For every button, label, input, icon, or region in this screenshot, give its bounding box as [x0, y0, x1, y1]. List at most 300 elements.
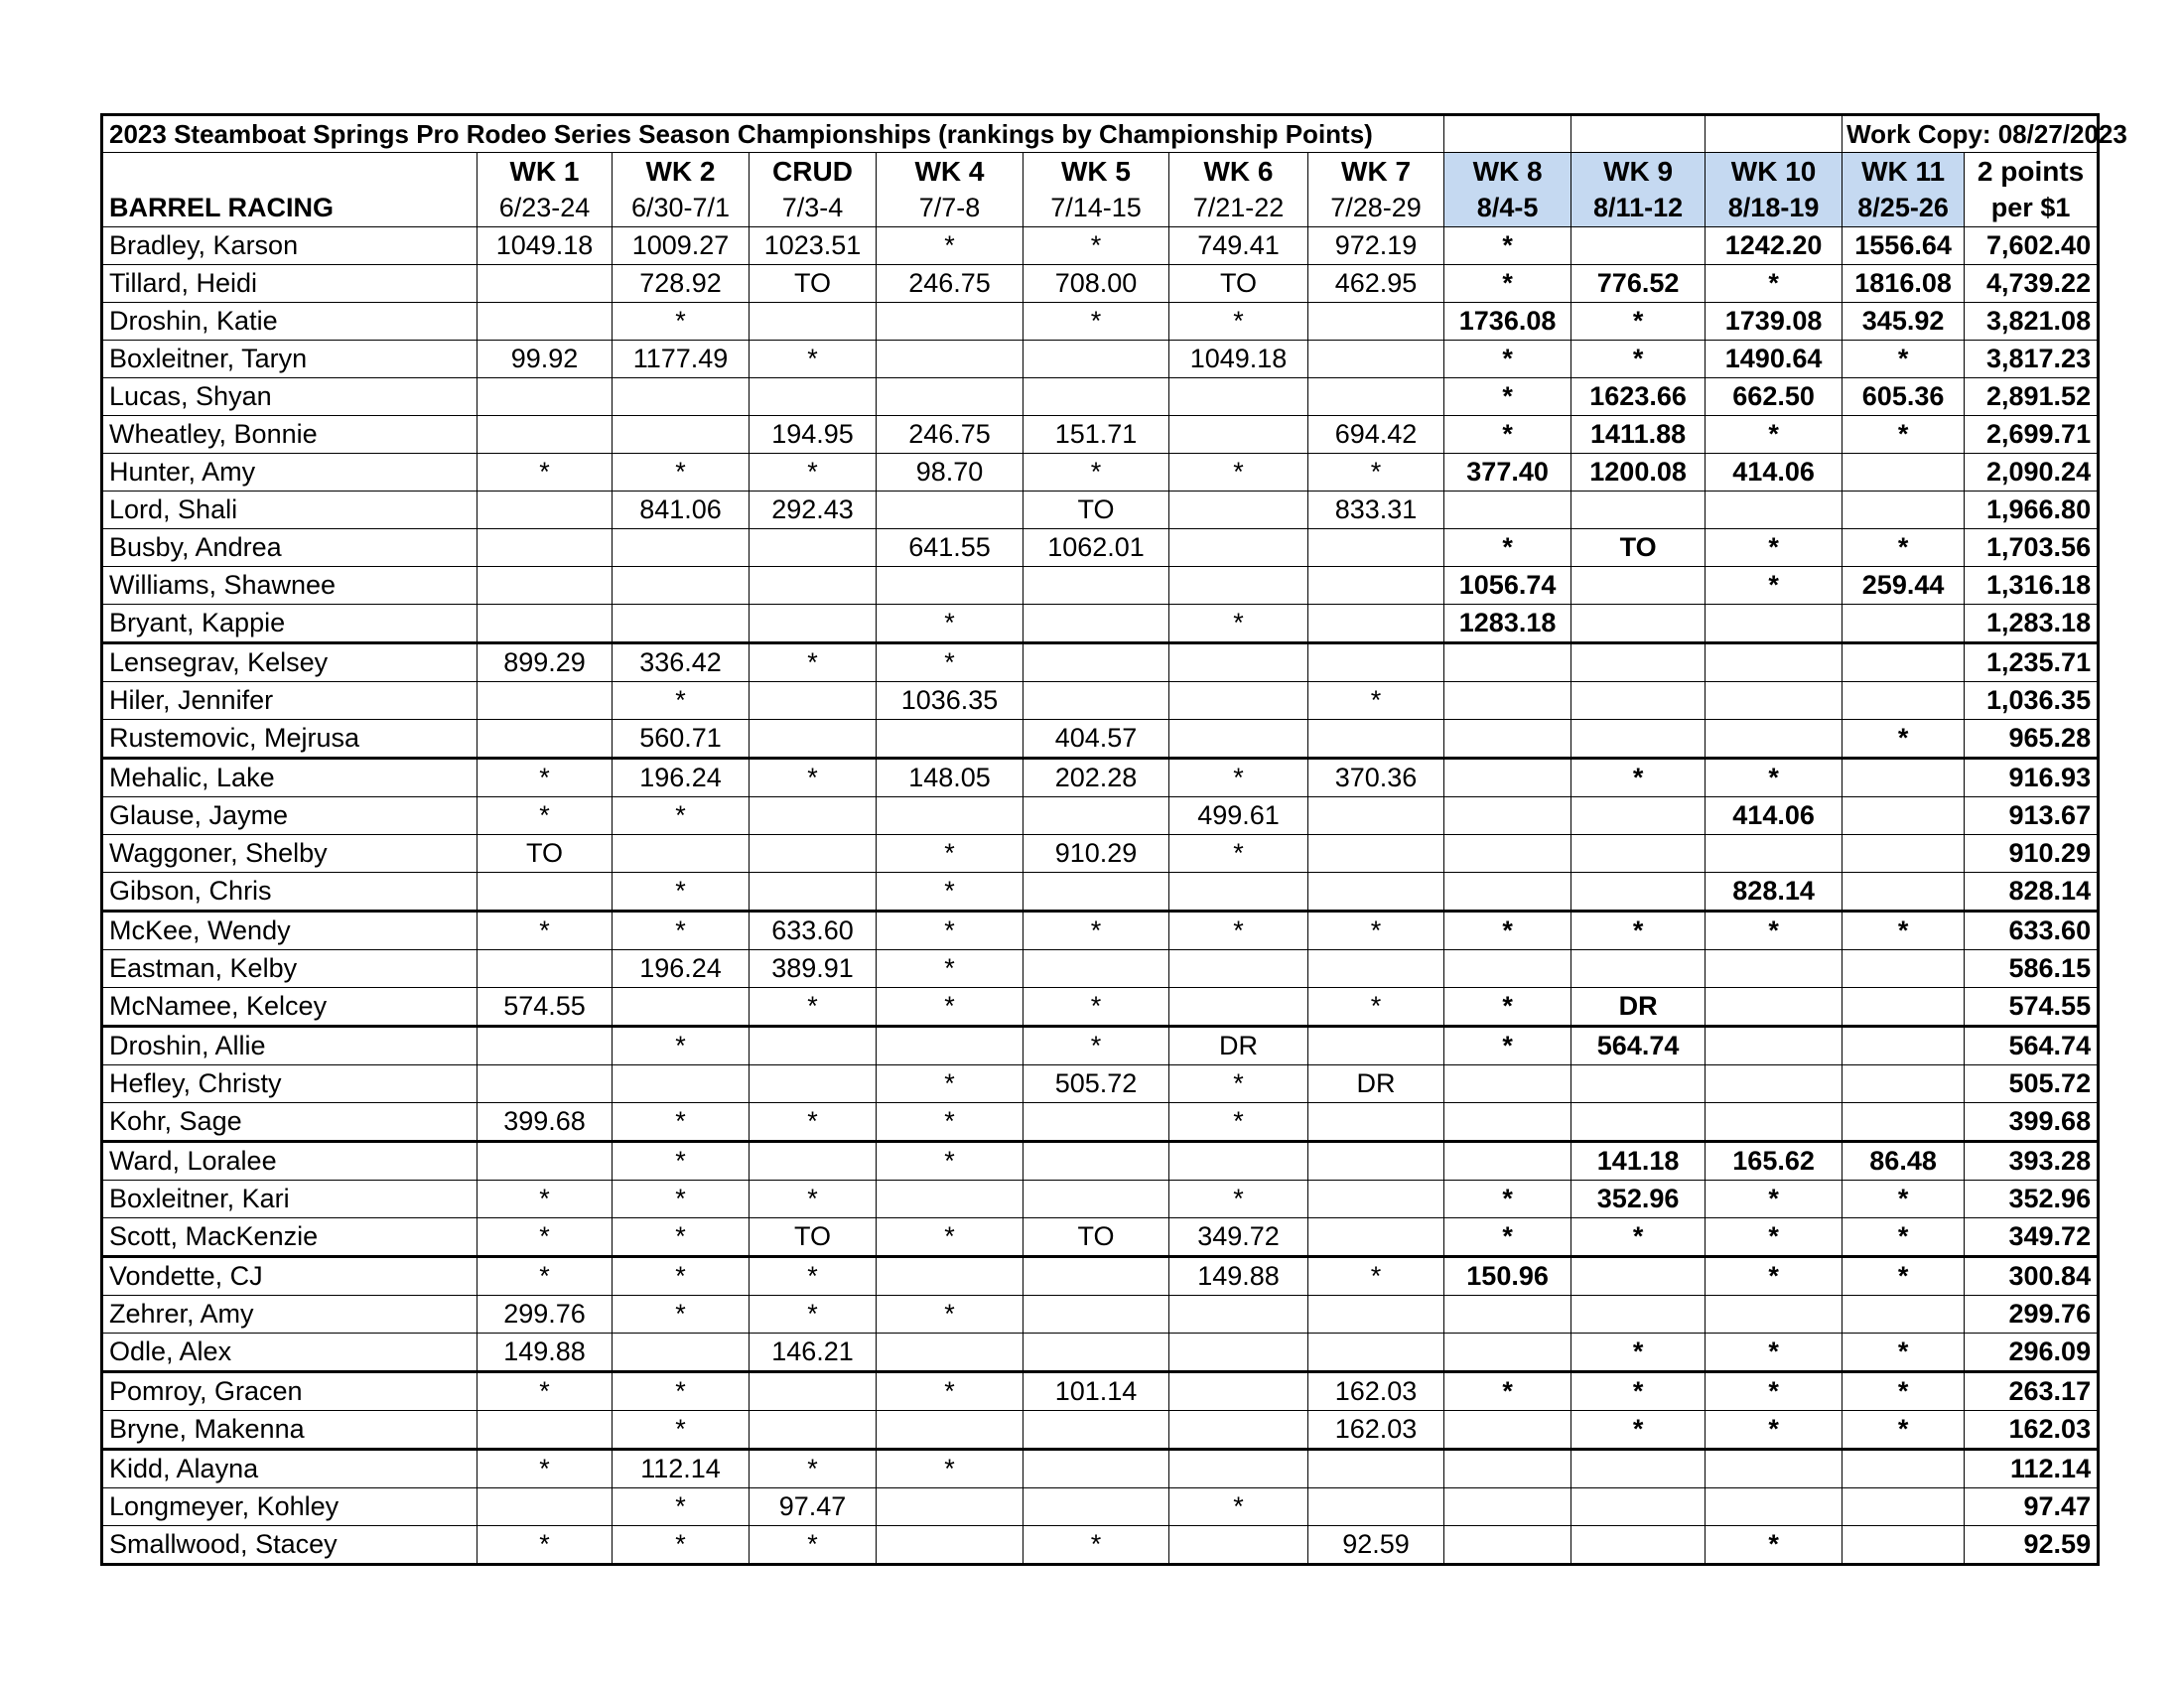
week-score-cell: *: [877, 1065, 1024, 1103]
week-score-cell: [1444, 1296, 1571, 1334]
week-score-cell: [478, 1488, 613, 1526]
week-score-cell: 776.52: [1571, 265, 1706, 303]
week-score-cell: [613, 988, 750, 1027]
week-score-cell: *: [1169, 912, 1308, 950]
table-row: [102, 567, 2099, 605]
week-score-cell: [1024, 378, 1169, 416]
week-score-cell: [1843, 797, 1965, 835]
contestant-name: Busby, Andrea: [102, 529, 478, 567]
week-score-cell: [1444, 873, 1571, 912]
contestant-name: Vondette, CJ: [102, 1257, 478, 1296]
week-score-cell: *: [1706, 1334, 1843, 1372]
week-score-cell: 1023.51: [750, 227, 877, 265]
week-dates: 8/11-12: [1571, 190, 1706, 227]
week-score-cell: 1242.20: [1706, 227, 1843, 265]
table-row: [102, 1027, 2099, 1065]
standings-table: [100, 113, 2127, 1566]
week-score-cell: *: [1843, 1334, 1965, 1372]
total-points-cell: 910.29: [1965, 835, 2099, 873]
table-row: [102, 492, 2099, 529]
week-score-cell: *: [1444, 529, 1571, 567]
week-score-cell: [1843, 1488, 1965, 1526]
total-points-cell: 1,283.18: [1965, 605, 2099, 643]
table-row: [102, 988, 2099, 1027]
week-score-cell: [1843, 950, 1965, 988]
week-score-cell: *: [1169, 1488, 1308, 1526]
week-score-cell: *: [1169, 1103, 1308, 1142]
total-points-cell: 112.14: [1965, 1450, 2099, 1488]
week-score-cell: [478, 303, 613, 341]
week-score-cell: [1571, 1257, 1706, 1296]
week-score-cell: *: [478, 797, 613, 835]
week-score-cell: *: [1843, 1257, 1965, 1296]
week-score-cell: *: [613, 454, 750, 492]
total-points-cell: 300.84: [1965, 1257, 2099, 1296]
week-score-cell: [750, 1411, 877, 1450]
week-score-cell: [1024, 567, 1169, 605]
week-score-cell: 414.06: [1706, 454, 1843, 492]
week-score-cell: 1036.35: [877, 682, 1024, 720]
week-score-cell: *: [613, 1488, 750, 1526]
week-dates: 7/3-4: [750, 190, 877, 227]
week-column-header: CRUD: [750, 153, 877, 191]
total-points-cell: 2,699.71: [1965, 416, 2099, 454]
week-score-cell: TO: [1571, 529, 1706, 567]
week-score-cell: *: [1024, 303, 1169, 341]
week-column-header: WK 10: [1706, 153, 1843, 191]
week-score-cell: [1444, 1526, 1571, 1565]
week-score-cell: *: [1444, 1218, 1571, 1257]
week-score-cell: [1024, 950, 1169, 988]
week-score-cell: *: [877, 1296, 1024, 1334]
total-points-cell: 3,821.08: [1965, 303, 2099, 341]
week-score-cell: [1308, 950, 1444, 988]
week-score-cell: [1843, 873, 1965, 912]
contestant-name: Lucas, Shyan: [102, 378, 478, 416]
total-points-cell: 92.59: [1965, 1526, 2099, 1565]
week-score-cell: *: [613, 1181, 750, 1218]
total-points-cell: 296.09: [1965, 1334, 2099, 1372]
week-score-cell: 99.92: [478, 341, 613, 378]
week-score-cell: [1571, 1296, 1706, 1334]
week-score-cell: [1308, 873, 1444, 912]
week-score-cell: *: [1169, 759, 1308, 797]
week-score-cell: 972.19: [1308, 227, 1444, 265]
week-score-cell: [613, 1065, 750, 1103]
week-score-cell: [1843, 682, 1965, 720]
week-score-cell: 97.47: [750, 1488, 877, 1526]
week-score-cell: 1816.08: [1843, 265, 1965, 303]
contestant-name: Longmeyer, Kohley: [102, 1488, 478, 1526]
week-score-cell: *: [877, 605, 1024, 643]
header-blank: [102, 153, 478, 191]
week-score-cell: *: [1024, 227, 1169, 265]
contestant-name: Williams, Shawnee: [102, 567, 478, 605]
week-score-cell: 708.00: [1024, 265, 1169, 303]
week-score-cell: [1706, 720, 1843, 759]
week-score-cell: [1169, 988, 1308, 1027]
week-score-cell: 1049.18: [1169, 341, 1308, 378]
week-score-cell: 141.18: [1571, 1142, 1706, 1181]
table-row: [102, 303, 2099, 341]
week-score-cell: [877, 1027, 1024, 1065]
week-score-cell: 165.62: [1706, 1142, 1843, 1181]
week-score-cell: *: [1843, 341, 1965, 378]
week-score-cell: *: [613, 303, 750, 341]
week-score-cell: *: [1843, 1411, 1965, 1450]
contestant-name: Smallwood, Stacey: [102, 1526, 478, 1565]
week-score-cell: [1444, 835, 1571, 873]
week-column-header: WK 7: [1308, 153, 1444, 191]
week-score-cell: *: [877, 873, 1024, 912]
week-score-cell: [1444, 759, 1571, 797]
week-score-cell: [613, 529, 750, 567]
week-score-cell: [1843, 454, 1965, 492]
week-score-cell: [877, 1526, 1024, 1565]
week-score-cell: *: [877, 835, 1024, 873]
week-score-cell: [1024, 1411, 1169, 1450]
week-score-cell: [1706, 1296, 1843, 1334]
week-score-cell: [1308, 1296, 1444, 1334]
week-score-cell: *: [1308, 912, 1444, 950]
week-score-cell: [1444, 720, 1571, 759]
total-points-cell: 7,602.40: [1965, 227, 2099, 265]
week-score-cell: 151.71: [1024, 416, 1169, 454]
week-score-cell: *: [1706, 1257, 1843, 1296]
week-score-cell: [478, 567, 613, 605]
week-score-cell: 662.50: [1706, 378, 1843, 416]
week-score-cell: [1843, 1027, 1965, 1065]
week-dates: 6/30-7/1: [613, 190, 750, 227]
contestant-name: McKee, Wendy: [102, 912, 478, 950]
week-column-header: WK 5: [1024, 153, 1169, 191]
week-score-cell: *: [750, 1181, 877, 1218]
week-score-cell: 389.91: [750, 950, 877, 988]
week-score-cell: [1843, 759, 1965, 797]
week-score-cell: [1444, 1065, 1571, 1103]
week-score-cell: 749.41: [1169, 227, 1308, 265]
total-points-cell: 965.28: [1965, 720, 2099, 759]
week-score-cell: [1843, 988, 1965, 1027]
week-score-cell: 92.59: [1308, 1526, 1444, 1565]
total-points-cell: 2,891.52: [1965, 378, 2099, 416]
week-score-cell: *: [613, 1142, 750, 1181]
week-score-cell: *: [1706, 416, 1843, 454]
week-score-cell: 1177.49: [613, 341, 750, 378]
week-score-cell: [877, 720, 1024, 759]
week-score-cell: 377.40: [1444, 454, 1571, 492]
week-score-cell: [478, 605, 613, 643]
week-score-cell: *: [1169, 1181, 1308, 1218]
week-score-cell: [1024, 873, 1169, 912]
week-score-cell: *: [750, 1526, 877, 1565]
week-score-cell: [1024, 1488, 1169, 1526]
week-score-cell: [1706, 1450, 1843, 1488]
week-score-cell: *: [1706, 1526, 1843, 1565]
week-score-cell: [613, 835, 750, 873]
week-score-cell: [1308, 1181, 1444, 1218]
table-row: [102, 797, 2099, 835]
contestant-name: Ward, Loralee: [102, 1142, 478, 1181]
week-score-cell: 1283.18: [1444, 605, 1571, 643]
week-score-cell: [750, 567, 877, 605]
week-score-cell: 370.36: [1308, 759, 1444, 797]
week-score-cell: *: [478, 1218, 613, 1257]
table-row: [102, 454, 2099, 492]
week-score-cell: *: [613, 1296, 750, 1334]
week-score-cell: *: [613, 1027, 750, 1065]
week-score-cell: [1308, 1488, 1444, 1526]
table-row: [102, 912, 2099, 950]
week-score-cell: 202.28: [1024, 759, 1169, 797]
week-score-cell: [750, 797, 877, 835]
week-score-cell: [1024, 682, 1169, 720]
week-column-header: WK 1: [478, 153, 613, 191]
week-score-cell: [1843, 1065, 1965, 1103]
week-score-cell: *: [1169, 454, 1308, 492]
contestant-name: Mehalic, Lake: [102, 759, 478, 797]
week-score-cell: [1169, 1411, 1308, 1450]
week-score-cell: 414.06: [1706, 797, 1843, 835]
table-row: [102, 1181, 2099, 1218]
week-score-cell: *: [750, 988, 877, 1027]
week-score-cell: *: [1843, 912, 1965, 950]
week-score-cell: [1706, 950, 1843, 988]
week-score-cell: [1308, 341, 1444, 378]
week-score-cell: *: [613, 873, 750, 912]
week-score-cell: [1308, 797, 1444, 835]
week-score-cell: TO: [1024, 492, 1169, 529]
week-score-cell: *: [478, 1372, 613, 1411]
week-score-cell: [613, 1334, 750, 1372]
total-points-cell: 399.68: [1965, 1103, 2099, 1142]
contestant-name: Tillard, Heidi: [102, 265, 478, 303]
week-score-cell: *: [1444, 341, 1571, 378]
week-score-cell: *: [613, 1372, 750, 1411]
title-spacer: [1706, 115, 1843, 153]
total-points-cell: 913.67: [1965, 797, 2099, 835]
week-score-cell: [877, 492, 1024, 529]
week-score-cell: [750, 1065, 877, 1103]
week-score-cell: [1843, 492, 1965, 529]
week-score-cell: *: [1843, 416, 1965, 454]
week-score-cell: *: [750, 759, 877, 797]
week-score-cell: [1024, 1257, 1169, 1296]
week-score-cell: [1169, 1372, 1308, 1411]
week-score-cell: *: [1169, 835, 1308, 873]
week-score-cell: [1024, 1103, 1169, 1142]
week-score-cell: TO: [478, 835, 613, 873]
week-score-cell: [1169, 567, 1308, 605]
week-column-header: WK 8: [1444, 153, 1571, 191]
week-score-cell: [1843, 643, 1965, 682]
week-score-cell: *: [1444, 988, 1571, 1027]
week-score-cell: 694.42: [1308, 416, 1444, 454]
week-score-cell: *: [1843, 1181, 1965, 1218]
total-points-cell: 393.28: [1965, 1142, 2099, 1181]
week-score-cell: [1571, 873, 1706, 912]
week-score-cell: [750, 1372, 877, 1411]
week-score-cell: *: [1706, 759, 1843, 797]
table-row: [102, 265, 2099, 303]
week-score-cell: *: [1843, 529, 1965, 567]
total-points-cell: 97.47: [1965, 1488, 2099, 1526]
table-row: [102, 682, 2099, 720]
week-score-cell: [1444, 950, 1571, 988]
week-score-cell: 1411.88: [1571, 416, 1706, 454]
contestant-name: Lord, Shali: [102, 492, 478, 529]
week-score-cell: *: [877, 950, 1024, 988]
table-row: [102, 605, 2099, 643]
week-score-cell: *: [613, 797, 750, 835]
week-score-cell: [1308, 720, 1444, 759]
week-score-cell: [1444, 682, 1571, 720]
week-score-cell: [1024, 605, 1169, 643]
week-score-cell: 112.14: [613, 1450, 750, 1488]
week-score-cell: *: [877, 227, 1024, 265]
week-score-cell: [750, 529, 877, 567]
week-score-cell: 564.74: [1571, 1027, 1706, 1065]
week-score-cell: [1571, 720, 1706, 759]
week-score-cell: [1444, 643, 1571, 682]
contestant-name: Kohr, Sage: [102, 1103, 478, 1142]
week-score-cell: [877, 378, 1024, 416]
week-score-cell: [877, 1334, 1024, 1372]
week-score-cell: [1024, 1450, 1169, 1488]
week-score-cell: [1706, 643, 1843, 682]
week-score-cell: [750, 873, 877, 912]
week-score-cell: [478, 529, 613, 567]
week-score-cell: [1308, 1218, 1444, 1257]
week-score-cell: *: [1169, 605, 1308, 643]
week-score-cell: 194.95: [750, 416, 877, 454]
week-score-cell: *: [1308, 988, 1444, 1027]
week-score-cell: [1024, 1181, 1169, 1218]
week-score-cell: [478, 265, 613, 303]
total-points-cell: 1,316.18: [1965, 567, 2099, 605]
date-header-row: [102, 190, 2099, 227]
week-score-cell: *: [1571, 341, 1706, 378]
week-score-cell: *: [1308, 682, 1444, 720]
week-score-cell: *: [1444, 912, 1571, 950]
week-score-cell: [478, 378, 613, 416]
week-score-cell: [1169, 529, 1308, 567]
week-score-cell: 1062.01: [1024, 529, 1169, 567]
week-score-cell: 499.61: [1169, 797, 1308, 835]
week-score-cell: 1056.74: [1444, 567, 1571, 605]
week-score-cell: [1169, 1142, 1308, 1181]
table-row: [102, 1142, 2099, 1181]
week-score-cell: *: [1706, 1181, 1843, 1218]
table-row: [102, 759, 2099, 797]
week-score-cell: *: [1706, 912, 1843, 950]
week-score-cell: 162.03: [1308, 1372, 1444, 1411]
week-score-cell: *: [877, 1450, 1024, 1488]
week-score-cell: [877, 341, 1024, 378]
week-score-cell: 574.55: [478, 988, 613, 1027]
table-row: [102, 1257, 2099, 1296]
total-points-cell: 916.93: [1965, 759, 2099, 797]
week-score-cell: 101.14: [1024, 1372, 1169, 1411]
week-score-cell: [1308, 1142, 1444, 1181]
total-points-cell: 3,817.23: [1965, 341, 2099, 378]
week-score-cell: [1706, 605, 1843, 643]
week-score-cell: *: [877, 643, 1024, 682]
week-score-cell: *: [1843, 720, 1965, 759]
week-score-cell: 1009.27: [613, 227, 750, 265]
week-score-cell: [1444, 1142, 1571, 1181]
table-row: [102, 416, 2099, 454]
week-score-cell: *: [1024, 1526, 1169, 1565]
week-score-cell: *: [1843, 1218, 1965, 1257]
total-points-cell: 1,235.71: [1965, 643, 2099, 682]
table-row: [102, 1450, 2099, 1488]
week-score-cell: 352.96: [1571, 1181, 1706, 1218]
week-score-cell: 505.72: [1024, 1065, 1169, 1103]
contestant-name: Bryne, Makenna: [102, 1411, 478, 1450]
week-score-cell: [1024, 797, 1169, 835]
week-score-cell: [1843, 1526, 1965, 1565]
table-row: [102, 1411, 2099, 1450]
title-spacer: [1444, 115, 1571, 153]
week-score-cell: *: [613, 1218, 750, 1257]
week-score-cell: *: [1444, 378, 1571, 416]
week-score-cell: 196.24: [613, 950, 750, 988]
week-score-cell: 828.14: [1706, 873, 1843, 912]
table-row: [102, 529, 2099, 567]
contestant-name: Boxleitner, Taryn: [102, 341, 478, 378]
week-score-cell: 833.31: [1308, 492, 1444, 529]
week-score-cell: [1308, 529, 1444, 567]
week-score-cell: [750, 605, 877, 643]
week-score-cell: [750, 835, 877, 873]
week-score-cell: [1706, 492, 1843, 529]
contestant-name: Hefley, Christy: [102, 1065, 478, 1103]
total-points-cell: 505.72: [1965, 1065, 2099, 1103]
week-score-cell: *: [478, 1526, 613, 1565]
week-score-cell: [1308, 1334, 1444, 1372]
week-score-cell: [1571, 1488, 1706, 1526]
week-score-cell: [478, 873, 613, 912]
contestant-name: Eastman, Kelby: [102, 950, 478, 988]
week-column-header: WK 4: [877, 153, 1024, 191]
week-score-cell: [478, 682, 613, 720]
week-score-cell: *: [1444, 1027, 1571, 1065]
table-row: [102, 950, 2099, 988]
week-score-cell: [877, 1181, 1024, 1218]
week-score-cell: *: [1571, 1218, 1706, 1257]
table-row: [102, 227, 2099, 265]
week-score-cell: [1571, 643, 1706, 682]
week-score-cell: 1736.08: [1444, 303, 1571, 341]
week-score-cell: *: [478, 454, 613, 492]
week-score-cell: TO: [750, 265, 877, 303]
week-header-row: [102, 153, 2099, 191]
week-score-cell: [1024, 1296, 1169, 1334]
week-dates: 8/4-5: [1444, 190, 1571, 227]
table-row: [102, 643, 2099, 682]
table-row: [102, 1372, 2099, 1411]
total-points-cell: 263.17: [1965, 1372, 2099, 1411]
week-score-cell: *: [1308, 1257, 1444, 1296]
week-score-cell: [1169, 720, 1308, 759]
week-score-cell: 605.36: [1843, 378, 1965, 416]
week-score-cell: 345.92: [1843, 303, 1965, 341]
week-score-cell: [1706, 1065, 1843, 1103]
week-score-cell: DR: [1169, 1027, 1308, 1065]
total-points-cell: 633.60: [1965, 912, 2099, 950]
week-score-cell: [1308, 643, 1444, 682]
